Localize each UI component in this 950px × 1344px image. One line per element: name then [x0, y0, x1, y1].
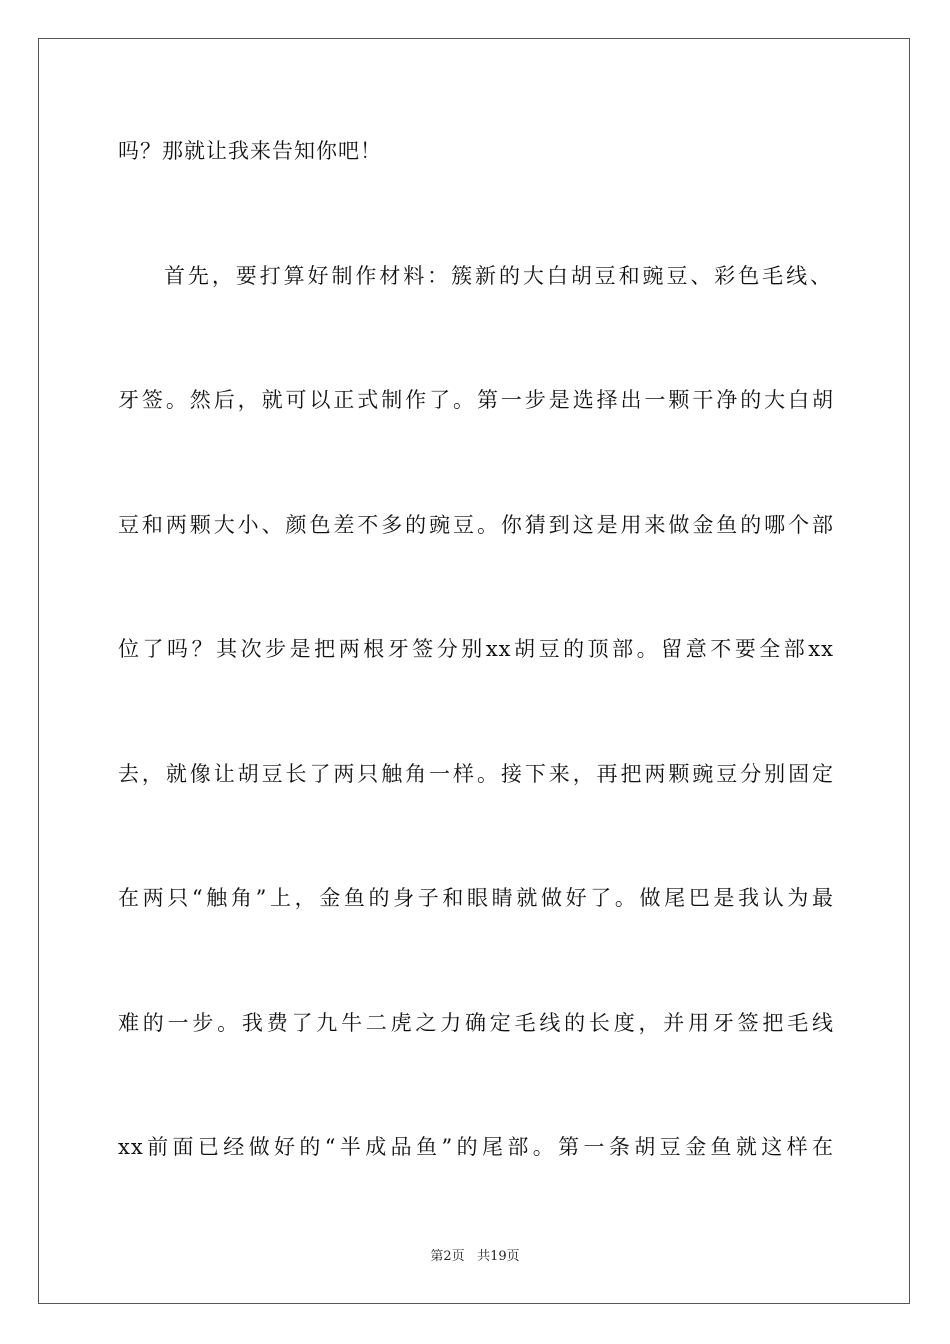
page-total: 共19页: [477, 1249, 520, 1264]
paragraph-line-9: xx前面已经做好的“半成品鱼”的尾部。第一条胡豆金鱼就这样在: [118, 1135, 834, 1159]
paragraph-line-7: 在两只“触角”上，金鱼的身子和眼睛就做好了。做尾巴是我认为最: [118, 886, 834, 910]
paragraph-line-1: 吗？那就让我来告知你吧！: [118, 139, 382, 163]
paragraph-line-4: 豆和两颗大小、颜色差不多的豌豆。你猜到这是用来做金鱼的哪个部: [118, 513, 834, 537]
page-number: 第2页: [430, 1249, 465, 1264]
page-border: [38, 38, 910, 1304]
paragraph-line-2: 首先，要打算好制作材料：簇新的大白胡豆和豌豆、彩色毛线、: [164, 264, 832, 288]
paragraph-line-6: 去，就像让胡豆长了两只触角一样。接下来，再把两颗豌豆分别固定: [118, 762, 834, 786]
paragraph-line-3: 牙签。然后，就可以正式制作了。第一步是选择出一颗干净的大白胡: [118, 388, 834, 412]
paragraph-line-8: 难的一步。我费了九牛二虎之力确定毛线的长度，并用牙签把毛线: [118, 1011, 834, 1035]
page-footer: [0, 1248, 950, 1266]
paragraph-line-5: 位了吗？其次步是把两根牙签分别xx胡豆的顶部。留意不要全部xx: [118, 637, 834, 661]
